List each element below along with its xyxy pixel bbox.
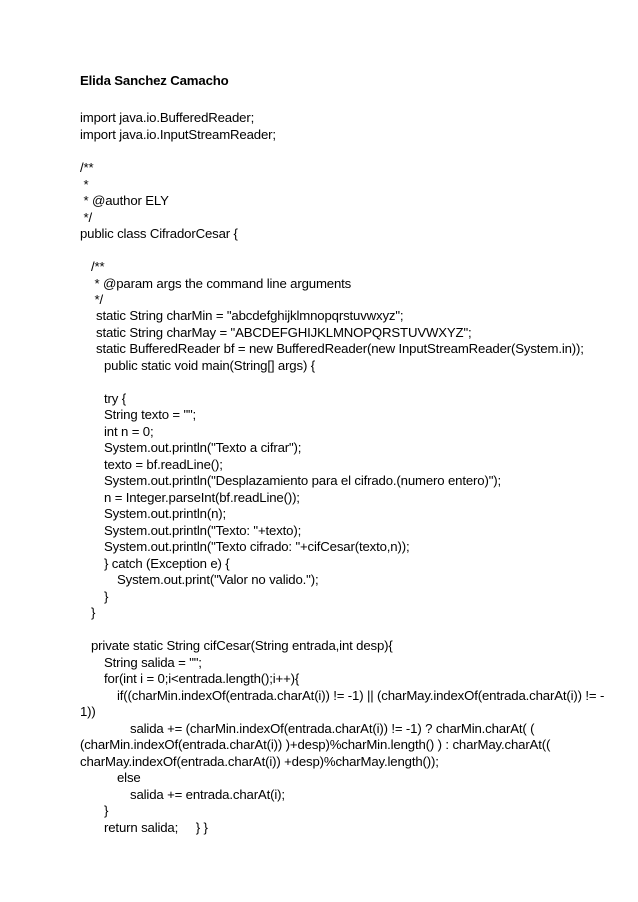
code-line: *: [80, 177, 89, 192]
code-line: return salida; } }: [104, 820, 208, 835]
code-line: * @author ELY: [80, 193, 169, 208]
code-line: /**: [91, 259, 105, 274]
code-line: salida += entrada.charAt(i);: [130, 787, 285, 802]
code-line: System.out.println("Texto: "+texto);: [104, 523, 302, 538]
code-line: System.out.println("Texto cifrado: "+cifCesar(texto,n));: [104, 539, 410, 554]
code-line: if((charMin.indexOf(entrada.charAt(i)) != -1) || (charMay.indexOf(entrada.charAt(i)) != -: [117, 688, 605, 703]
code-line: private static String cifCesar(String entrada,int desp){: [91, 638, 393, 653]
code-line: static String charMin = "abcdefghijklmnopqrstuvwxyz";: [96, 308, 404, 323]
code-line: }: [104, 589, 109, 604]
code-line: static String charMay = "ABCDEFGHIJKLMNOPQRSTUVWXYZ";: [96, 325, 472, 340]
code-line: import java.io.BufferedReader;: [80, 110, 255, 125]
code-line: String salida = "";: [104, 655, 202, 670]
code-line: System.out.println("Desplazamiento para el cifrado.(numero entero)");: [104, 473, 502, 488]
code-line: n = Integer.parseInt(bf.readLine());: [104, 490, 300, 505]
code-line: System.out.print("Valor no valido.");: [117, 572, 319, 587]
author-heading: Elida Sanchez Camacho: [80, 73, 229, 88]
code-line: else: [117, 770, 141, 785]
code-line: System.out.println(n);: [104, 506, 227, 521]
code-line: salida += (charMin.indexOf(entrada.charAt(i)) != -1) ? charMin.charAt( (: [130, 721, 535, 736]
code-line: for(int i = 0;i<entrada.length();i++){: [104, 671, 300, 686]
code-line: */: [80, 210, 93, 225]
code-line: }: [104, 803, 109, 818]
code-line: public static void main(String[] args) {: [104, 358, 315, 373]
code-line: public class CifradorCesar {: [80, 226, 238, 241]
code-line: String texto = "";: [104, 407, 197, 422]
code-line: } catch (Exception e) {: [104, 556, 230, 571]
code-line: int n = 0;: [104, 424, 154, 439]
code-line: (charMin.indexOf(entrada.charAt(i)) )+desp)%charMin.length() ) : charMay.charAt((: [80, 737, 551, 752]
code-line: }: [91, 605, 96, 620]
code-line: System.out.println("Texto a cifrar");: [104, 440, 302, 455]
code-line: texto = bf.readLine();: [104, 457, 223, 472]
code-line: static BufferedReader bf = new BufferedReader(new InputStreamReader(System.in));: [96, 341, 584, 356]
code-line: /**: [80, 160, 94, 175]
code-line: charMay.indexOf(entrada.charAt(i)) +desp)%charMay.length());: [80, 754, 439, 769]
code-line: try {: [104, 391, 126, 406]
code-line: * @param args the command line arguments: [91, 276, 352, 291]
code-line: */: [91, 292, 104, 307]
code-line: import java.io.InputStreamReader;: [80, 127, 276, 142]
code-line: 1)): [80, 704, 96, 719]
